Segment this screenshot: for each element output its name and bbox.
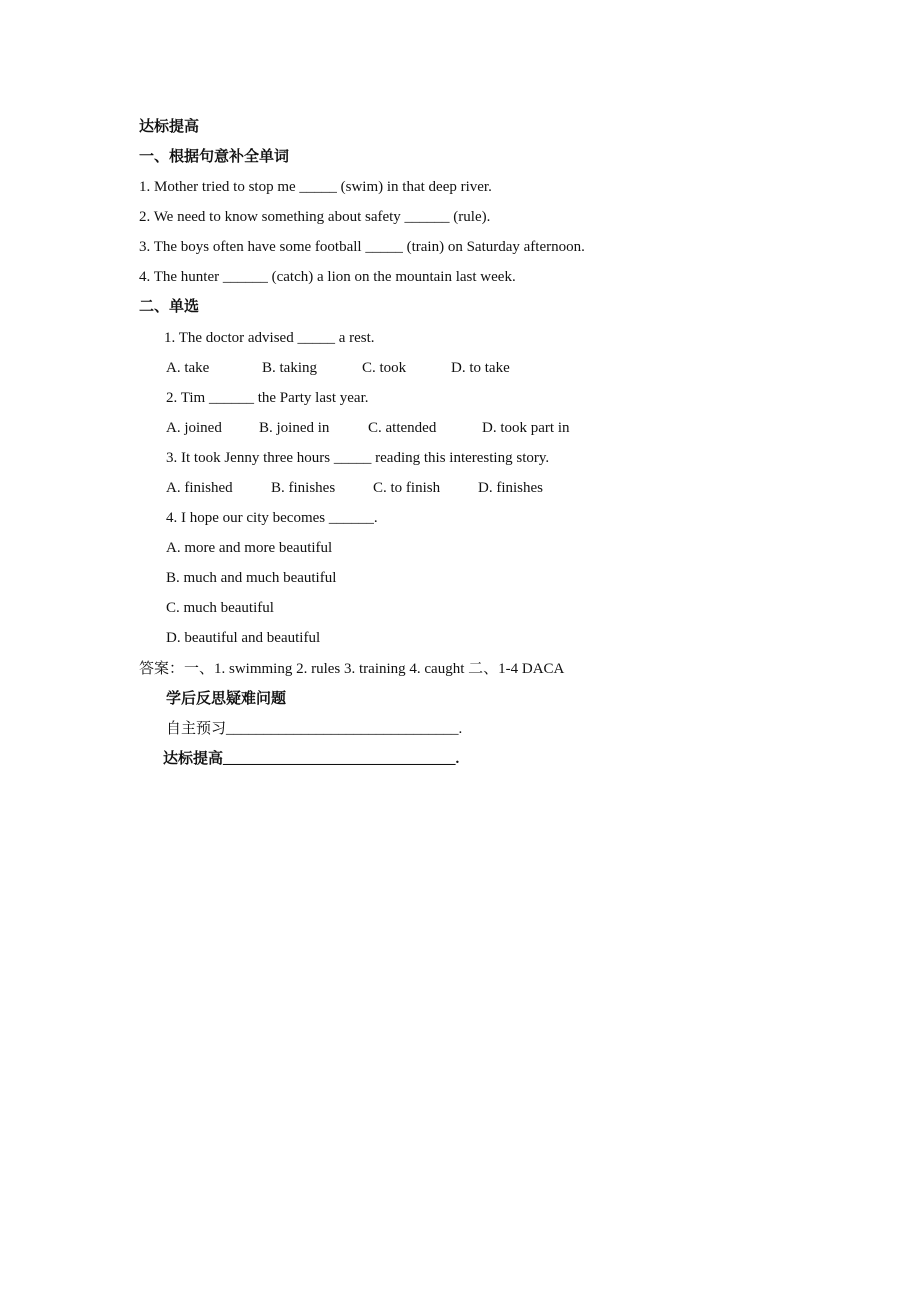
question-4-option-b: B. much and much beautiful <box>166 570 337 586</box>
question-1-option-a: A. take <box>166 360 210 376</box>
question-2-option-b: B. joined in <box>259 420 330 436</box>
preview-line: 自主预习_______________________________. <box>166 721 463 737</box>
question-1-stem: 1. The doctor advised _____ a rest. <box>164 330 375 346</box>
question-4-option-d: D. beautiful and beautiful <box>166 630 321 646</box>
question-4-stem: 4. I hope our city becomes ______. <box>166 510 378 526</box>
answer-key: 答案：一、1. swimming 2. rules 3. training 4. caught 二、1-4 DACA <box>139 661 565 677</box>
question-2-option-d: D. took part in <box>482 420 570 436</box>
part1-item-4: 4. The hunter ______ (catch) a lion on the mountain last week. <box>139 269 516 285</box>
question-3-option-c: C. to finish <box>373 480 441 496</box>
question-1-option-c: C. took <box>362 360 407 376</box>
part1-item-3: 3. The boys often have some football _____ (train) on Saturday afternoon. <box>139 239 585 255</box>
question-2-option-c: C. attended <box>368 420 437 436</box>
part1-item-1: 1. Mother tried to stop me _____ (swim) in that deep river. <box>139 179 492 195</box>
question-2-stem: 2. Tim ______ the Party last year. <box>166 390 369 406</box>
question-3-option-a: A. finished <box>166 480 233 496</box>
question-3-option-d: D. finishes <box>478 480 543 496</box>
question-1-option-b: B. taking <box>262 360 317 376</box>
question-4-option-c: C. much beautiful <box>166 600 274 616</box>
question-2-option-a: A. joined <box>166 420 222 436</box>
part1-item-2: 2. We need to know something about safety ______ (rule). <box>139 209 491 225</box>
section-title: 达标提高 <box>139 119 200 135</box>
question-3-option-b: B. finishes <box>271 480 336 496</box>
reflection-heading: 学后反思疑难问题 <box>166 691 287 707</box>
part1-heading: 一、根据句意补全单词 <box>139 149 290 165</box>
part2-heading: 二、单选 <box>139 299 200 315</box>
improve-line: 达标提高_______________________________. <box>163 751 460 767</box>
question-4-option-a: A. more and more beautiful <box>166 540 333 556</box>
question-3-stem: 3. It took Jenny three hours _____ reading this interesting story. <box>166 450 550 466</box>
question-1-option-d: D. to take <box>451 360 510 376</box>
